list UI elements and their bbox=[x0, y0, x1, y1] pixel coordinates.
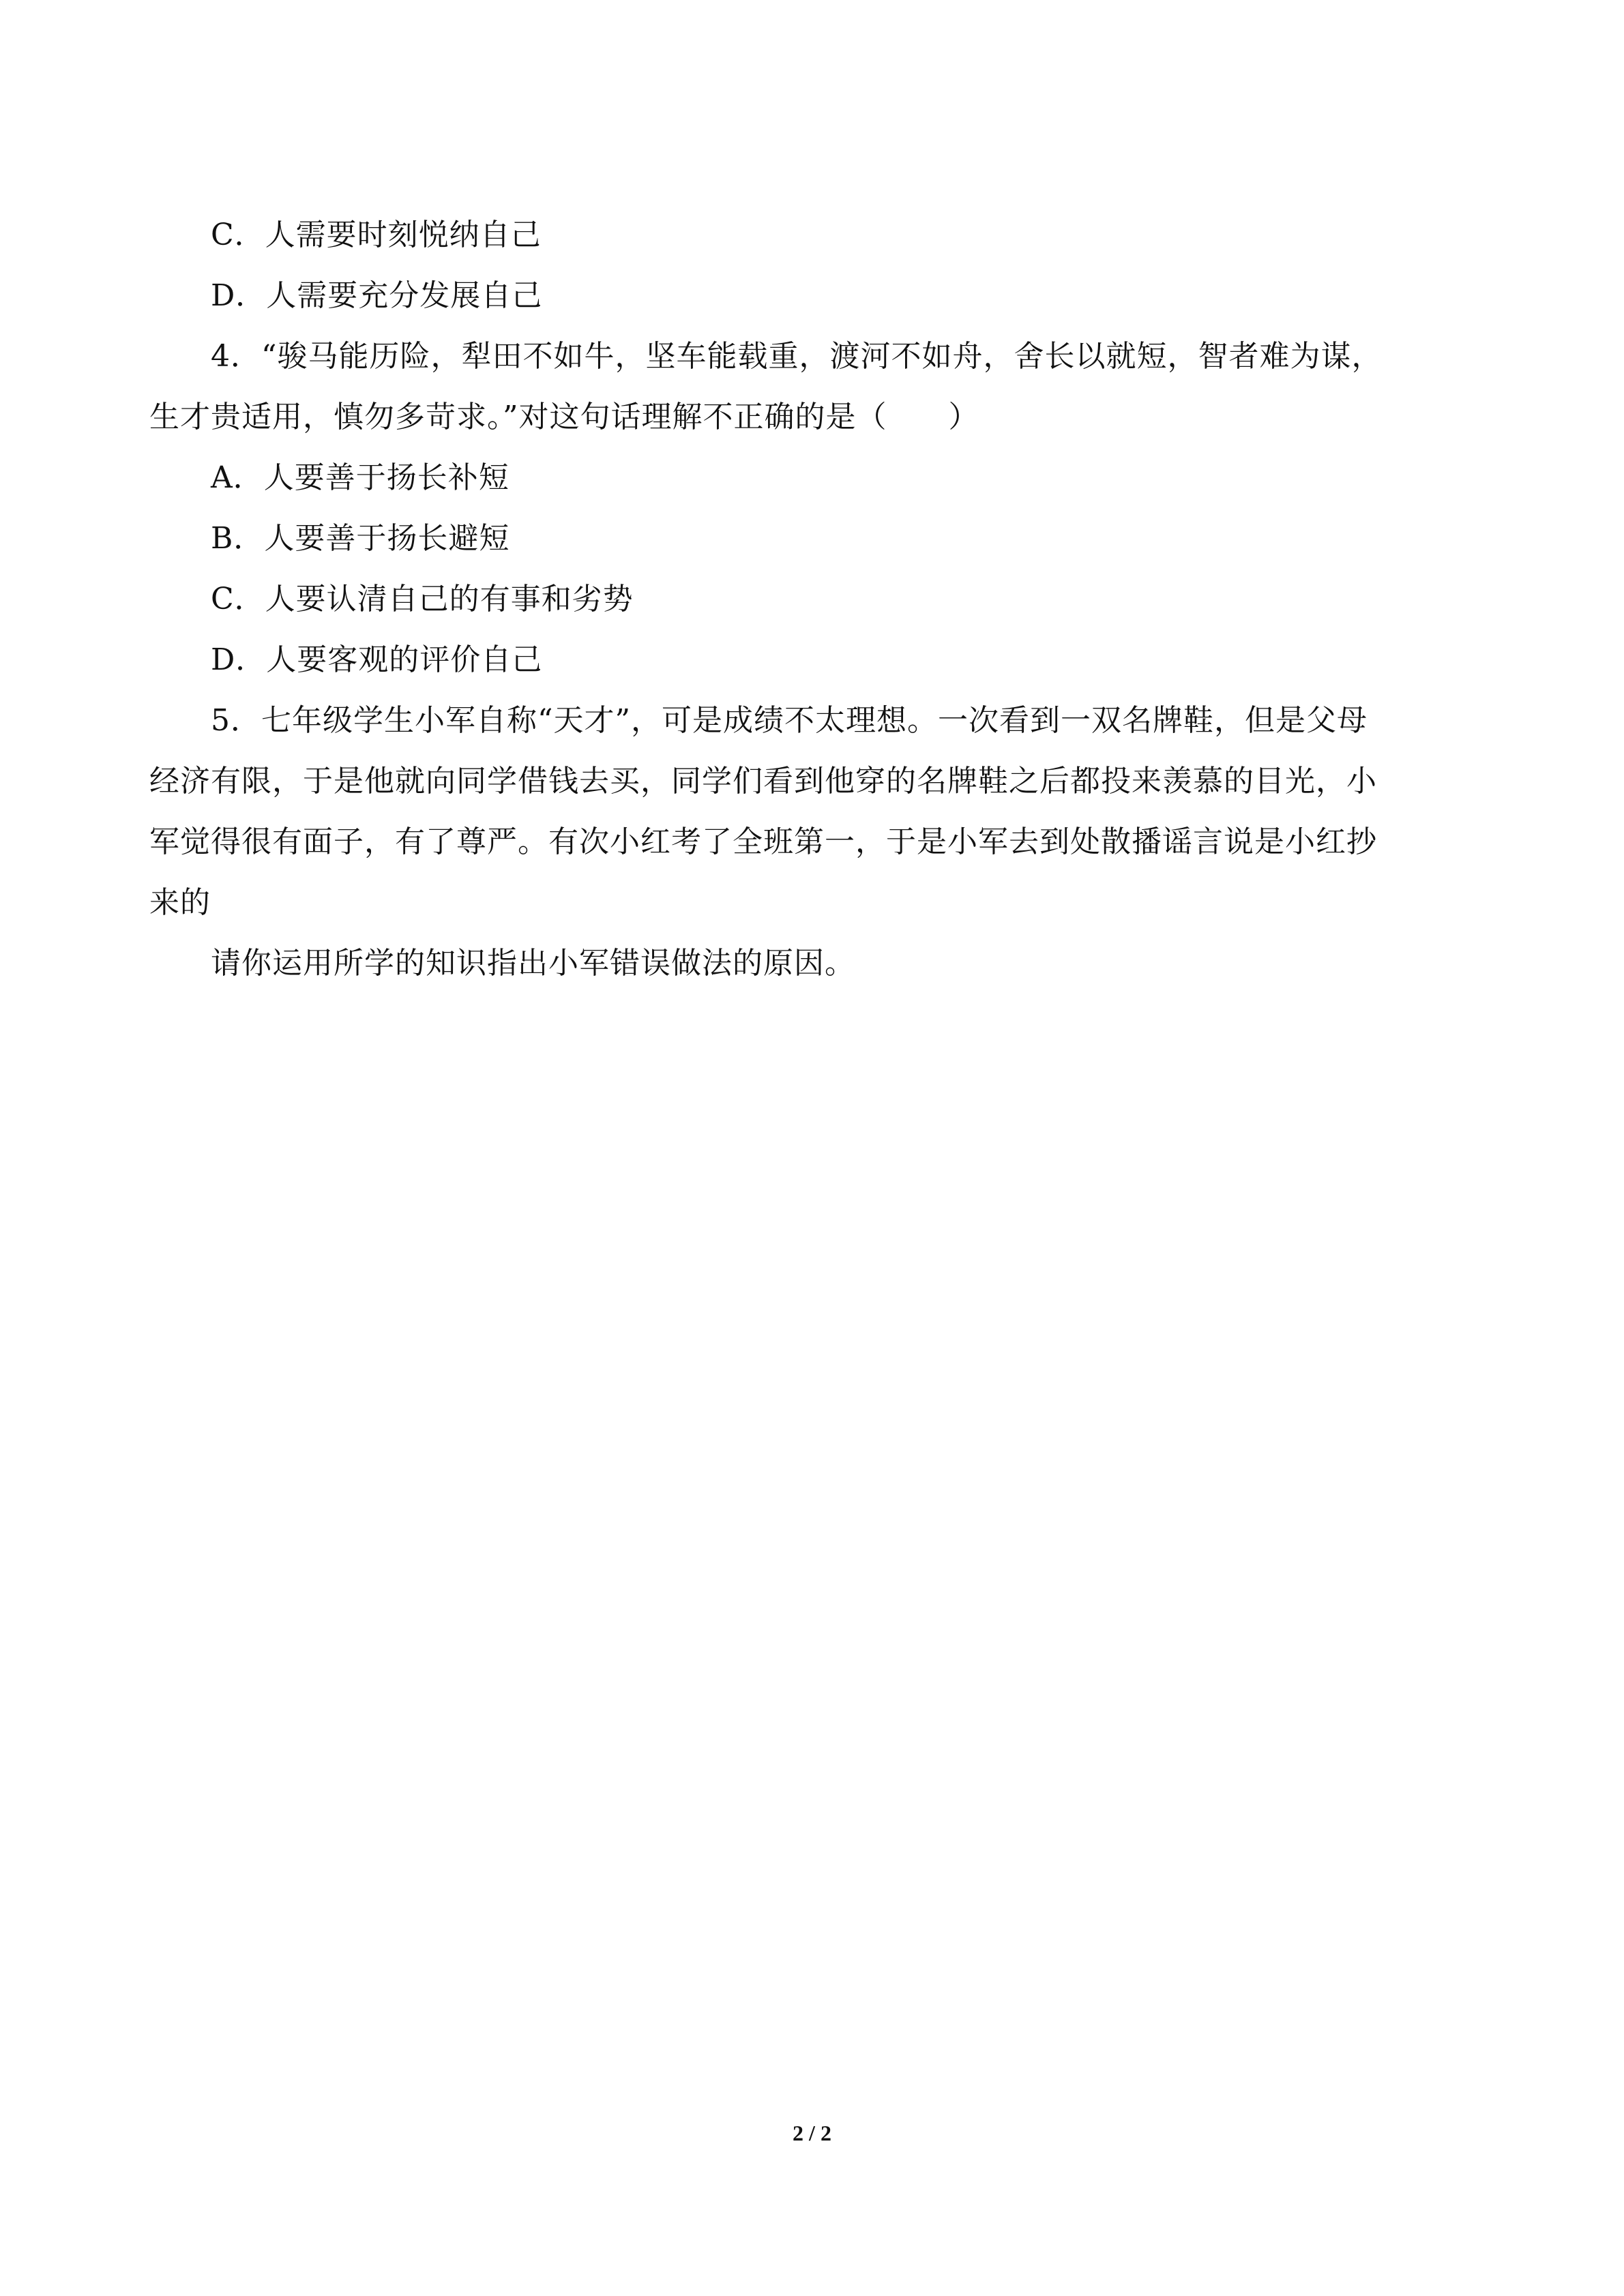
q4-option-b: B．人要善于扬长避短 bbox=[211, 521, 510, 556]
q5-stem-line-4: 来的 bbox=[149, 885, 211, 920]
q4-option-c: C．人要认清自己的有事和劣势 bbox=[211, 582, 634, 616]
q5-stem-line-2: 经济有限，于是他就向同学借钱去买，同学们看到他穿的名牌鞋之后都投来羡慕的目光，小 bbox=[149, 764, 1377, 799]
q5-prompt: 请你运用所学的知识指出小军错误做法的原因。 bbox=[211, 946, 855, 981]
document-body bbox=[149, 205, 1475, 994]
q5-stem-line-3: 军觉得很有面子，有了尊严。有次小红考了全班第一，于是小军去到处散播谣言说是小红抄 bbox=[149, 824, 1377, 859]
q4-option-d: D．人要客观的评价自己 bbox=[211, 642, 543, 677]
q3-option-d: D．人需要充分发展自己 bbox=[211, 278, 543, 313]
q3-option-c: C．人需要时刻悦纳自己 bbox=[211, 218, 542, 252]
q4-stem-line-2: 生才贵适用，慎勿多苛求。”对这句话理解不正确的是（ ） bbox=[149, 400, 979, 434]
q4-option-a: A．人要善于扬长补短 bbox=[211, 460, 510, 495]
page-number: 2 / 2 bbox=[793, 2121, 831, 2145]
q4-stem-line-1: 4．“骏马能历险，犁田不如牛，坚车能载重，渡河不如舟，舍长以就短，智者难为谋， bbox=[211, 339, 1383, 374]
q5-stem-line-1: 5．七年级学生小军自称“天才”，可是成绩不太理想。一次看到一双名牌鞋，但是父母 bbox=[211, 703, 1368, 738]
